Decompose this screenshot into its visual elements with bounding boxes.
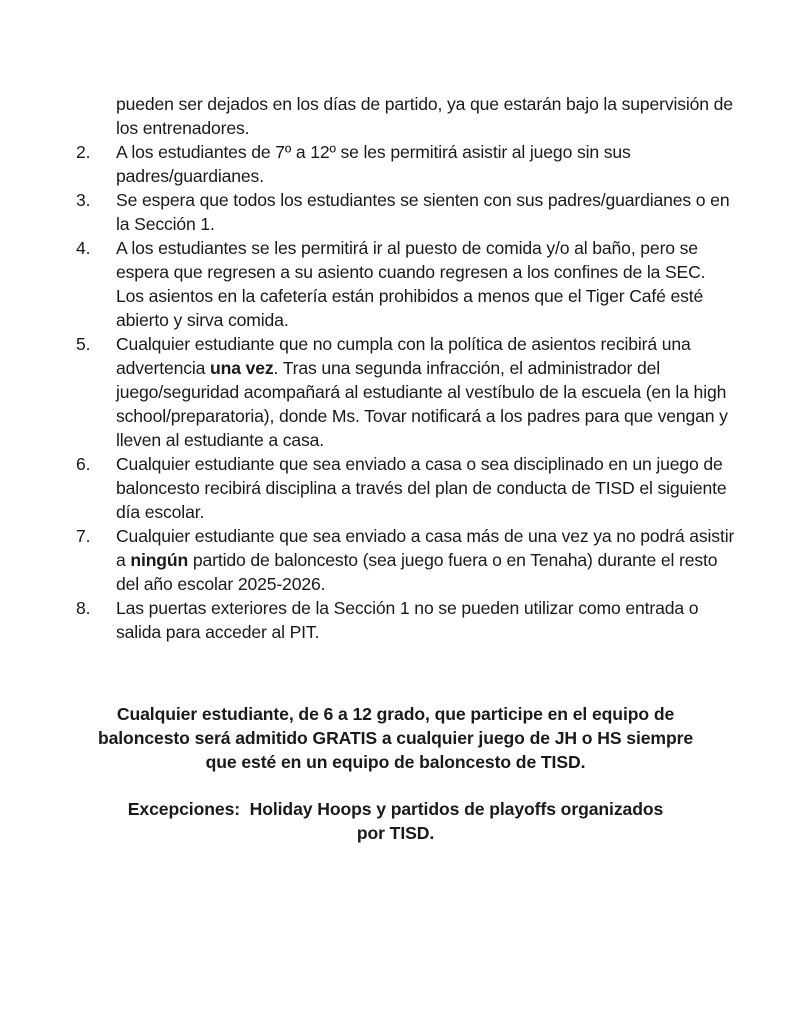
list-item-text-after: . Tras una segunda infracción, el administrador del juego/seguridad acompañará al estudiante al vestíbulo de la escuela (en la high school/preparatoria), donde Ms. Tovar notificará a los padres para que vengan y lleven al estudiante a casa. (116, 358, 728, 450)
list-item-text: A los estudiantes se les permitirá ir al puesto de comida y/o al baño, pero se espera que regresen a su asiento cuando regresen a los confines de la SEC. Los asientos en la cafetería están prohibidos a menos que el Tiger Café esté abierto y sirva comida. (116, 238, 706, 330)
list-item-text-after: partido de baloncesto (sea juego fuera o en Tenaha) durante el resto del año escolar 2025-2026. (116, 550, 718, 594)
list-item-5 (76, 332, 736, 452)
list-item-2 (76, 140, 736, 188)
list-item-emphasis: una vez (210, 358, 274, 378)
list-item-text: pueden ser dejados en los días de partido, ya que estarán bajo la supervisión de los entrenadores. (116, 94, 733, 138)
list-item-text: Cualquier estudiante que sea enviado a casa o sea disciplinado en un juego de baloncesto recibirá disciplina a través del plan de conducta de TISD el siguiente día escolar. (116, 454, 727, 522)
exceptions-notice (40, 797, 751, 845)
list-item-emphasis: ningún (130, 550, 189, 570)
notice-line: Cualquier estudiante, de 6 a 12 grado, que participe en el equipo de (116, 704, 675, 724)
list-item-text-before: Cualquier estudiante que sea enviado a casa más de una vez ya no podrá asistir a (116, 526, 735, 570)
notice-line: por TISD. (356, 823, 435, 843)
notice-line: baloncesto será admitido GRATIS a cualquier juego de JH o HS siempre (97, 728, 694, 748)
list-item-number: 2. (76, 142, 91, 162)
list-item-number: 8. (76, 598, 91, 618)
list-item-6 (76, 452, 736, 524)
rules-list (76, 92, 736, 644)
list-item-text: A los estudiantes de 7º a 12º se les permitirá asistir al juego sin sus padres/guardianes. (116, 142, 631, 186)
list-item-7 (76, 524, 736, 596)
list-item-number: 3. (76, 190, 91, 210)
list-item-text: Se espera que todos los estudiantes se sienten con sus padres/guardianes o en la Sección 1. (116, 190, 730, 234)
list-item-number: 6. (76, 454, 91, 474)
list-item-number: 7. (76, 526, 91, 546)
list-item-3 (76, 188, 736, 236)
notice-line: que esté en un equipo de baloncesto de TISD. (205, 752, 586, 772)
notice-line: Excepciones: Holiday Hoops y partidos de playoffs organizados (127, 799, 664, 819)
list-item-number: 5. (76, 334, 91, 354)
list-item-1-continuation (76, 92, 736, 140)
list-item-4 (76, 236, 736, 332)
list-item-8 (76, 596, 736, 644)
list-item-text-before: Cualquier estudiante que no cumpla con la política de asientos recibirá una advertencia (116, 334, 691, 378)
list-item-text: Las puertas exteriores de la Sección 1 no se pueden utilizar como entrada o salida para acceder al PIT. (116, 598, 699, 642)
free-admission-notice (40, 702, 751, 774)
list-item-number: 4. (76, 238, 91, 258)
